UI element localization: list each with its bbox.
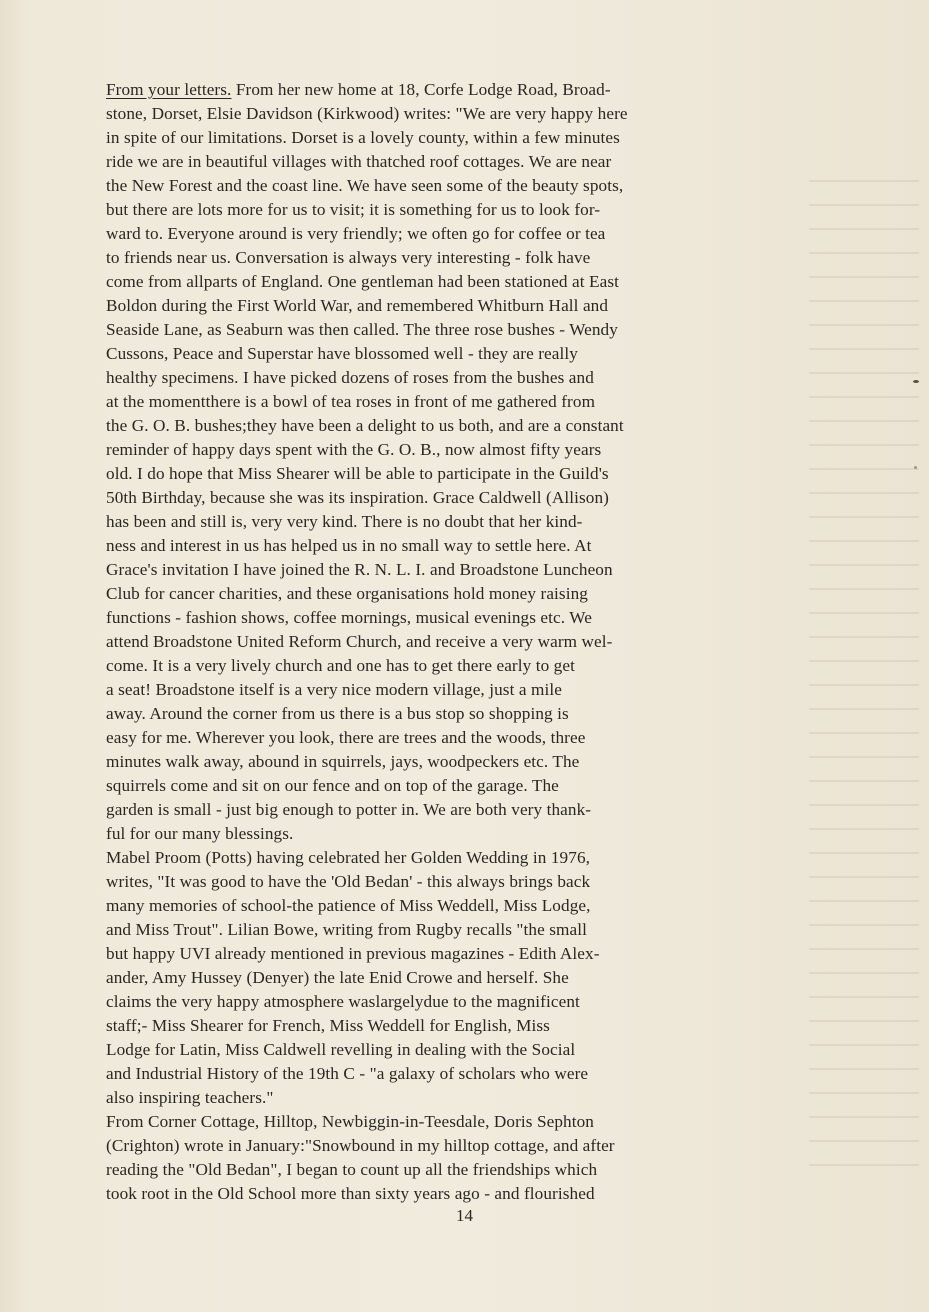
text-line: Grace's invitation I have joined the R. N. L. I. and Broadstone Luncheon — [106, 560, 613, 579]
text-line: old. I do hope that Miss Shearer will be able to participate in the Guild's — [106, 464, 609, 483]
text-line: From Corner Cottage, Hilltop, Newbiggin-in-Teesdale, Doris Sephton — [106, 1112, 594, 1131]
text-line: staff;- Miss Shearer for French, Miss Weddell for English, Miss — [106, 1016, 550, 1035]
text-line: reminder of happy days spent with the G. O. B., now almost fifty years — [106, 440, 602, 459]
text-line: Club for cancer charities, and these organisations hold money raising — [106, 584, 588, 603]
text-line: Seaside Lane, as Seaburn was then called. The three rose bushes - Wendy — [106, 320, 618, 339]
text-line: functions - fashion shows, coffee mornings, musical evenings etc. We — [106, 608, 592, 627]
text-line: the New Forest and the coast line. We have seen some of the beauty spots, — [106, 176, 624, 195]
text-line: and Miss Trout". Lilian Bowe, writing from Rugby recalls "the small — [106, 920, 587, 939]
text-line: From your letters. From her new home at 18, Corfe Lodge Road, Broad- — [106, 80, 611, 99]
text-line: healthy specimens. I have picked dozens of roses from the bushes and — [106, 368, 594, 387]
text-line: away. Around the corner from us there is a bus stop so shopping is — [106, 704, 569, 723]
text-line: also inspiring teachers." — [106, 1088, 274, 1107]
text-line: Boldon during the First World War, and remembered Whitburn Hall and — [106, 296, 609, 315]
text-line: to friends near us. Conversation is always very interesting - folk have — [106, 248, 591, 267]
text-line: 50th Birthday, because she was its inspiration. Grace Caldwell (Allison) — [106, 488, 609, 507]
text-line: stone, Dorset, Elsie Davidson (Kirkwood) writes: "We are very happy here — [106, 104, 628, 123]
text-line: reading the "Old Bedan", I began to count up all the friendships which — [106, 1160, 598, 1179]
text-line: ward to. Everyone around is very friendly; we often go for coffee or tea — [106, 224, 606, 243]
text-line: a seat! Broadstone itself is a very nice modern village, just a mile — [106, 680, 562, 699]
text-line: ness and interest in us has helped us in no small way to settle here. At — [106, 536, 592, 555]
text-line: ander, Amy Hussey (Denyer) the late Enid Crowe and herself. She — [106, 968, 569, 987]
text-line: but there are lots more for us to visit; it is something for us to look for- — [106, 200, 601, 219]
text-line: come from allparts of England. One gentleman had been stationed at East — [106, 272, 620, 291]
letters-text-block — [106, 78, 831, 1206]
text-line: come. It is a very lively church and one has to get there early to get — [106, 656, 575, 675]
text-line: (Crighton) wrote in January:"Snowbound in my hilltop cottage, and after — [106, 1136, 615, 1155]
text-line: attend Broadstone United Reform Church, and receive a very warm wel- — [106, 632, 613, 651]
text-line: squirrels come and sit on our fence and on top of the garage. The — [106, 776, 559, 795]
text-line: has been and still is, very very kind. There is no doubt that her kind- — [106, 512, 583, 531]
ink-speck — [914, 466, 917, 469]
text-line: writes, "It was good to have the 'Old Bedan' - this always brings back — [106, 872, 591, 891]
section-heading: From your letters. — [106, 80, 232, 99]
text-line: took root in the Old School more than sixty years ago - and flourished — [106, 1184, 595, 1203]
text-line: ride we are in beautiful villages with thatched roof cottages. We are near — [106, 152, 612, 171]
text-line: minutes walk away, abound in squirrels, jays, woodpeckers etc. The — [106, 752, 580, 771]
text-line: the G. O. B. bushes;they have been a delight to us both, and are a constant — [106, 416, 624, 435]
text-line: at the momentthere is a bowl of tea roses in front of me gathered from — [106, 392, 596, 411]
text-line: and Industrial History of the 19th C - "a galaxy of scholars who were — [106, 1064, 589, 1083]
text-line: garden is small - just big enough to potter in. We are both very thank- — [106, 800, 592, 819]
text-line: many memories of school-the patience of Miss Weddell, Miss Lodge, — [106, 896, 591, 915]
text-line: in spite of our limitations. Dorset is a lovely county, within a few minutes — [106, 128, 620, 147]
text-line: Cussons, Peace and Superstar have blossomed well - they are really — [106, 344, 578, 363]
text-line: ful for our many blessings. — [106, 824, 294, 843]
text-line: claims the very happy atmosphere waslargelydue to the magnificent — [106, 992, 580, 1011]
text-line: Mabel Proom (Potts) having celebrated her Golden Wedding in 1976, — [106, 848, 591, 867]
text-line: but happy UVI already mentioned in previous magazines - Edith Alex- — [106, 944, 600, 963]
ink-speck — [913, 380, 919, 383]
text-line: Lodge for Latin, Miss Caldwell revelling in dealing with the Social — [106, 1040, 576, 1059]
text-line: easy for me. Wherever you look, there are trees and the woods, three — [106, 728, 586, 747]
page-number: 14 — [456, 1206, 473, 1225]
